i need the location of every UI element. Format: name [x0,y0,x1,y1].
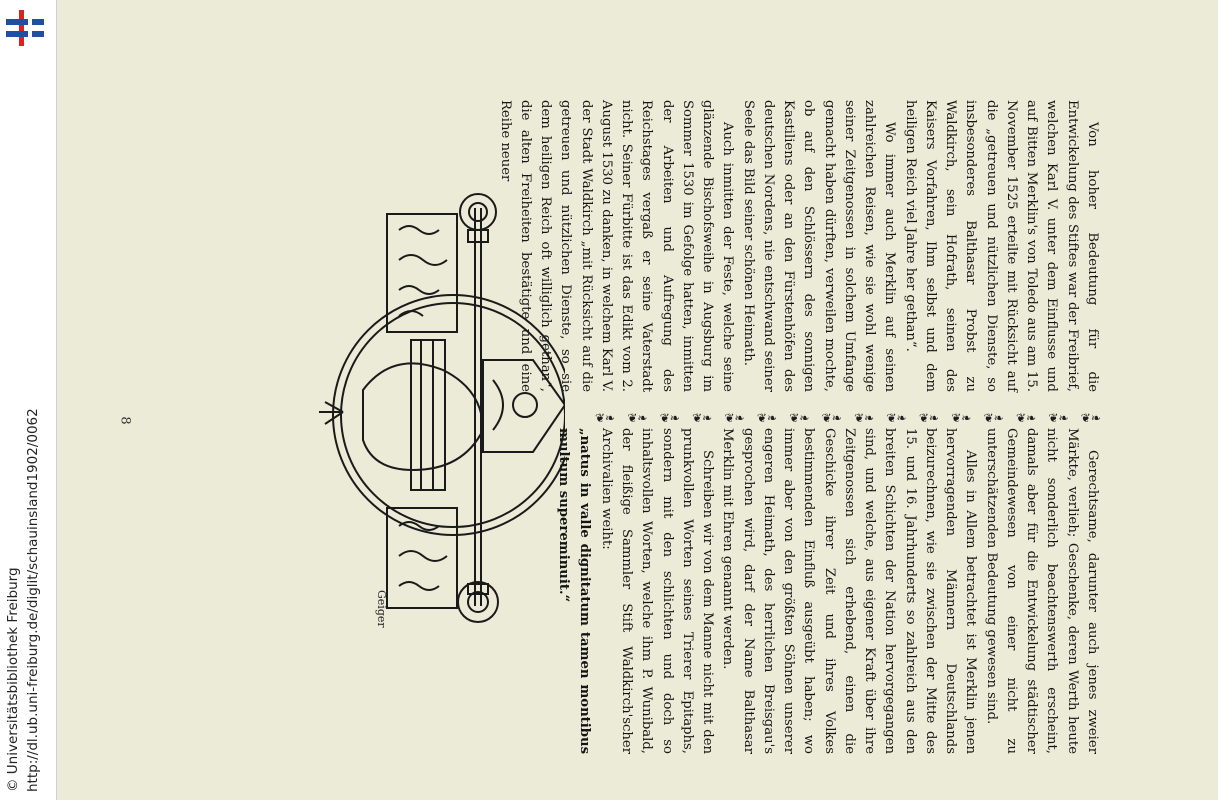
ornament-glyph: ❦❧ [918,410,939,425]
text-column-bottom [553,428,1102,754]
library-logo-icon[interactable] [4,6,46,50]
ornament-glyph: ❦❧ [886,410,907,425]
text-column-top [495,100,1103,392]
illustration-crozier-book-mitre [303,190,565,630]
paragraph: Schreiben wir von dem Manne nicht mit den prunkvollen Worten seines Trierer Epitaphs, sondern mit den schlichten und doch so inhaltsvollen Worten, welche ihm P. Wunibald, der fleißige Sammler Stift Waldkirch'scher Archivalien weiht: [599,428,716,754]
ornament-glyph: ❦❧ [821,410,842,425]
ornament-glyph: ❦❧ [659,410,680,425]
ornament-glyph: ❦❧ [983,410,1004,425]
ornament-glyph: ❦❧ [854,410,875,425]
copyright-notice: © Universitätsbibliothek Freiburg [5,567,21,792]
ornament-glyph: ❦❧ [789,410,810,425]
page-number: 8 [117,416,133,425]
ornament-glyph: ❦❧ [1048,410,1069,425]
ornament-glyph: ❦❧ [692,410,713,425]
ornament-glyph: ❦❧ [627,410,648,425]
ornamental-divider [589,410,1107,425]
paragraph: Wo immer auch Merklin auf seinen zahlreichen Reisen, wie sie wohl wenige seiner Zeitgenossen in solchem Umfange gemacht haben dürften, verweilen mochte, ob auf den Schlössern des sonnigen Kastiliens oder an den Fürstenhöfen des deutschen Nordens, nie entschwand seiner Seele das Bild seiner schönen Heimath. [740,100,898,392]
ornament-glyph: ❦❧ [1016,410,1037,425]
latin-quote: „natus in valle dignitatum tamen montibus multum supereminuit.“ [556,428,592,754]
paragraph: Auch inmitten der Feste, welche seine glänzende Bischofsweihe in Augsburg im Sommer 1530 im Gefolge hatten, inmitten der Arbeiten und Aufregung des Reichstages vergaß er seine Vaterstadt nicht. Seiner Fürbitte ist das Edikt vom 2. August 1530 zu danken, in welchem Karl V. der Stadt Waldkirch „mit Rücksicht auf die getreuen und nützlichen Dienste, so sie dem heiligen Reich oft williglich gethan“, die alten Freiheiten bestätigte und eine Reihe neuer [497,100,736,392]
scanned-page [57,0,1218,800]
permalink-url[interactable]: http://dl.ub.uni-freiburg.de/diglit/schauinsland1902/0062 [25,408,41,792]
ornament-glyph: ❦❧ [951,410,972,425]
paragraph: Gerechtsame, darunter auch jenes zweier Märkte, verlieh; Geschenke, deren Werth heute nicht sonderlich beachtenswerth erscheint, damals aber für die Entwickelung städtischer Gemeindewesen von einer nicht zu unterschätzenden Bedeutung gewesen sind. [983,428,1100,754]
viewer-sidebar [0,0,57,800]
paragraph: Alles in Allem betrachtet ist Merklin jenen hervorragenden Männern Deutschlands beizurechnen, wie sie zwischen der Mitte des 15. und 16. Jahrhunderts so zahlreich aus den breiten Schichten der Nation hervorgegangen sind, und welche, aus eigener Kraft über ihre Zeitgenossen sich erhebend, einen die Geschicke ihrer Zeit und ihres Volkes bestimmenden Einfluß ausgeübt haben; wo immer aber von den größten Söhnen unserer engeren Heimath, des herrlichen Breisgau's gesprochen wird, darf der Name Balthasar Merklin mit Ehren genannt werden. [720,428,979,754]
ornament-glyph: ❦❧ [756,410,777,425]
ornament-glyph: ❦❧ [594,410,616,425]
ornament-glyph: ❦❧ [724,410,745,425]
ornament-glyph: ❦❧ [1080,410,1101,425]
illustration-signature: Geiger [375,590,388,628]
paragraph: Von hoher Bedeutung für die Entwickelung des Stiftes war der Freibrief, welchen Karl V. unter dem Einflusse und auf Bitten Merklin's von Toledo aus am 15. November 1525 erteilte mit Rücksicht auf die „getreuen und nützlichen Dienste, so insbesonderes Balthasar Probst zu Waldkirch, sein Hofrath, seinen des Kaisers Vorfahren, Ihm selbst und dem heiligen Reich viel Jahre her gethan“. [902,100,1100,392]
